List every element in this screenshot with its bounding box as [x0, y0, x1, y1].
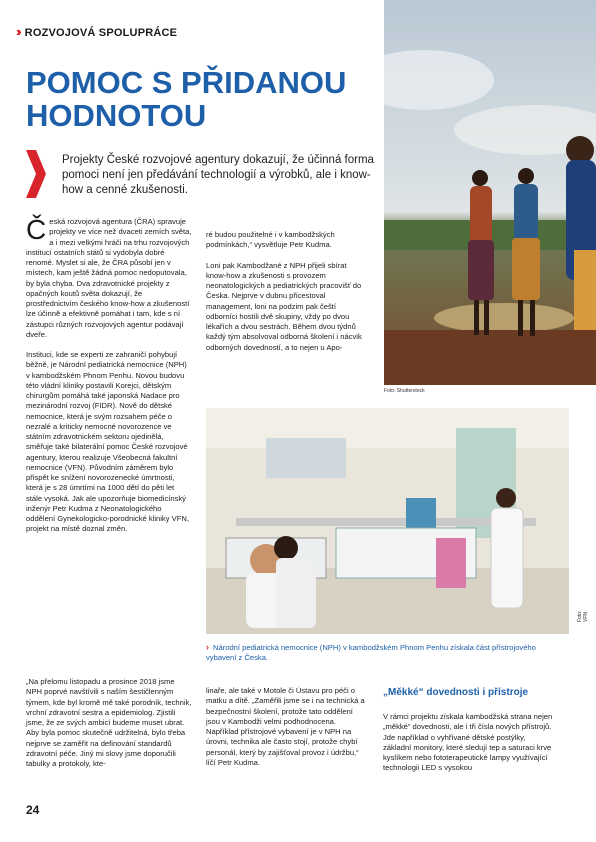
chevron-icon: ››	[16, 24, 19, 39]
photo-women-walking	[384, 0, 596, 385]
paragraph-3: ré budou použitelné i v kambodžských podmínkách,“ vysvětluje Petr Kudma.	[206, 230, 335, 250]
page-number: 24	[26, 803, 40, 817]
drop-cap: Č	[26, 214, 47, 245]
photo-hospital-ward	[206, 408, 569, 634]
lead-chevron-icon	[26, 150, 46, 198]
caption-text: Národní pediatrická nemocnice (NPH) v kambodžském Phnom Penhu získala část přístrojového vybavení z Česka.	[206, 643, 536, 662]
title-line-1: POMOC S PŘIDANOU	[26, 65, 347, 100]
column-1-bottom: „Na přelomu listopadu a prosince 2018 jsme NPH poprvé navštívili s naším šestičlenným týmem, kde byl kromě mě také porodník, technik, vrchní zdravotní sestra a epidemiolog. Zjistili jsme, že ze svých ambicí budeme muset ubrat. Aby byla pomoc skutečně udržitelná, bylo třeba nejprve se zaměřit na definování standardů zdravotní péče. Jiný mi slovy jsme doporučili tabulky a protokoly, kte-	[26, 677, 192, 768]
photo-credit-top: Foto: Shutterstock	[384, 388, 425, 394]
title-line-2: HODNOTOU	[26, 98, 207, 133]
paragraph-1-text: eská rozvojová agentura (ČRA) spravuje projekty ve více než dvaceti zemích světa, a i mezi velkými hráči na trhu rozvojových institucí ostatních států si vydobyla dobré renomé. Myslet si ale, že ČRA působí jen v místech, kam ještě žádná pomoc nedoputovala, by byla chyba. Dva zdravotnické projekty z opačných koutů světa dokazují, že prostřednictvím českého know-how a zkušeností lze účinně a efektivně pomáhat i tam, kde s ní zástupci různých rozvojových agentur podávají dveře.	[26, 217, 192, 339]
column-3-bottom: V rámci projektu získala kambodžská strana nejen „měkké“ dovednosti, ale i tři čísla nových přístrojů. Jde například o vyhřívané dětské postýlky, základní monitory, které sledují tep a saturaci krve kyslíkem nebo fototerapeutické lampy využívající technologii LED s vysokou	[383, 712, 553, 773]
column-1	[26, 214, 192, 545]
chevron-icon: ›	[206, 642, 209, 652]
paragraph-4: Loni pak Kambodžané z NPH přijeli sbírat know-how a zkušenosti s provozem neonatologických a pediatrických pracovišť do Česka. Nejprve v dubnu přicestoval management, loni na podzim pak čeští odborníci hostili dvě skupiny, vždy po dvou lékařích a dvou sestrách. Během dvou týdnů každý tým absolvoval odborná školení i nácvik odborných dovedností, a to nejen u Apo-	[206, 260, 362, 352]
article-lead: Projekty České rozvojové agentury dokazují, že účinná forma pomoci není jen předávání technologií a výrobků, ale i know-how a cenné zkušenosti.	[62, 154, 374, 196]
side-heading: „Měkké“ dovednosti i přístroje	[383, 687, 529, 698]
section-title: ROZVOJOVÁ SPOLUPRÁCE	[24, 27, 178, 39]
section-label	[16, 24, 177, 39]
column-2	[206, 230, 366, 363]
photo-credit-mid: Foto: VFN	[577, 610, 589, 622]
photo-caption	[206, 642, 564, 663]
article-title	[26, 66, 366, 132]
paragraph-intro	[26, 214, 192, 340]
paragraph-2: Instituci, kde se experti ze zahraničí pohybují běžně, je Národní pediatrická nemocnice (NPH) v kambodžském Phnom Penhu. Novou budovu této vládní kliniky postavili Korejci, dětským chirurgům pomáhá také japonská Nadace pro mezinárodní rozvoj (FIDR). Nově do dětské nemocnice, která je svým rozsahem péče o nezralé a kriticky nemocné novorozence ve státním zdravotnickém sektoru ojedinělá, směřuje také bilaterální pomoc České rozvojové agentury, kterou realizuje Všeobecná fakultní nemocnice (VFN). Původním záměrem bylo přispět ke snížení novorozenecké úmrtnosti, která je s 28 úmrtími na 1000 dětí do pěti let stále vysoká. Jak ale upozorňuje biomedicínský inženýr Petr Kudma z Neonatologického oddělení Gynekologicko-porodnické kliniky VFN, projekt na místě doznal změn.	[26, 350, 189, 534]
column-2-bottom: linaře, ale také v Motole či Ústavu pro péči o matku a dítě. „Zaměřili jsme se i na technická a bezpečnostní školení, protože tato oddělení jsou v Kambodži velmi podhodnocena. Například přístrojové vybavení je v NPH na úrovni, technika ale často stojí, protože chybí personál, který by zajišťoval provoz i údržbu,“ líčí Petr Kudma.	[206, 686, 365, 767]
